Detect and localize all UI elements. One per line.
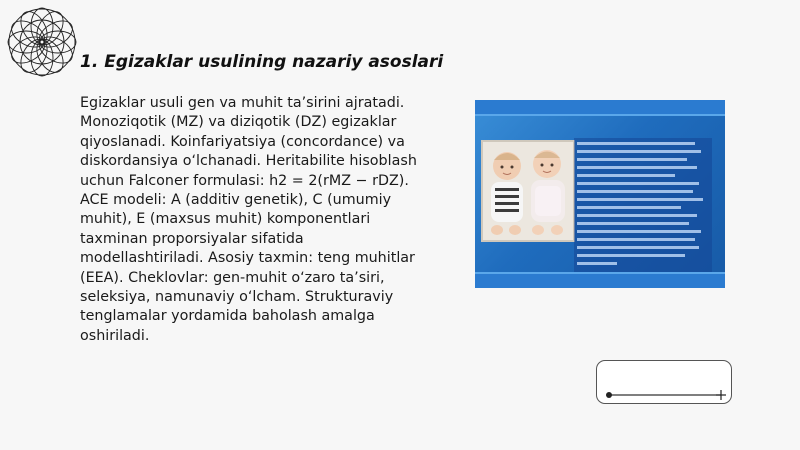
- plus-icon[interactable]: [716, 390, 726, 400]
- twins-photo-image: [475, 100, 725, 288]
- logo-rosette-icon: [4, 4, 80, 80]
- slide-title: 1. Egizaklar usulining nazariy asoslari: [80, 52, 444, 72]
- photo-frame-bottom: [475, 272, 725, 288]
- media-slider-widget[interactable]: [596, 360, 732, 404]
- record-dot-icon[interactable]: [606, 392, 612, 398]
- slide-body-text: Egizaklar usuli gen va muhit ta’sirini ajratadi. Monoziqotik (MZ) va diziqotik (DZ) egizaklar qiyoslanadi. Koinfariyatsiya (concordance) va diskordansiya o‘lchanadi. Heritabilite hisoblash uchun Falconer formulasi: h2 = 2(rMZ − rDZ). ACE modeli: A (additiv genetik), C (umumiy muhit), E (maxsus muhit) komponentlari taxminan proporsiyalar sifatida modellashtiriladi. Asosiy taxmin: teng muhitlar (EEA). Cheklovlar: gen-muhit o‘zaro ta’siri, seleksiya, namunaviy o‘lcham. Strukturaviy tenglamalar yordamida baholash amalga oshiriladi.: [80, 95, 417, 344]
- photo-caption-texture: [574, 138, 712, 272]
- twin-babies-photo: [481, 140, 575, 242]
- photo-frame-top: [475, 100, 725, 116]
